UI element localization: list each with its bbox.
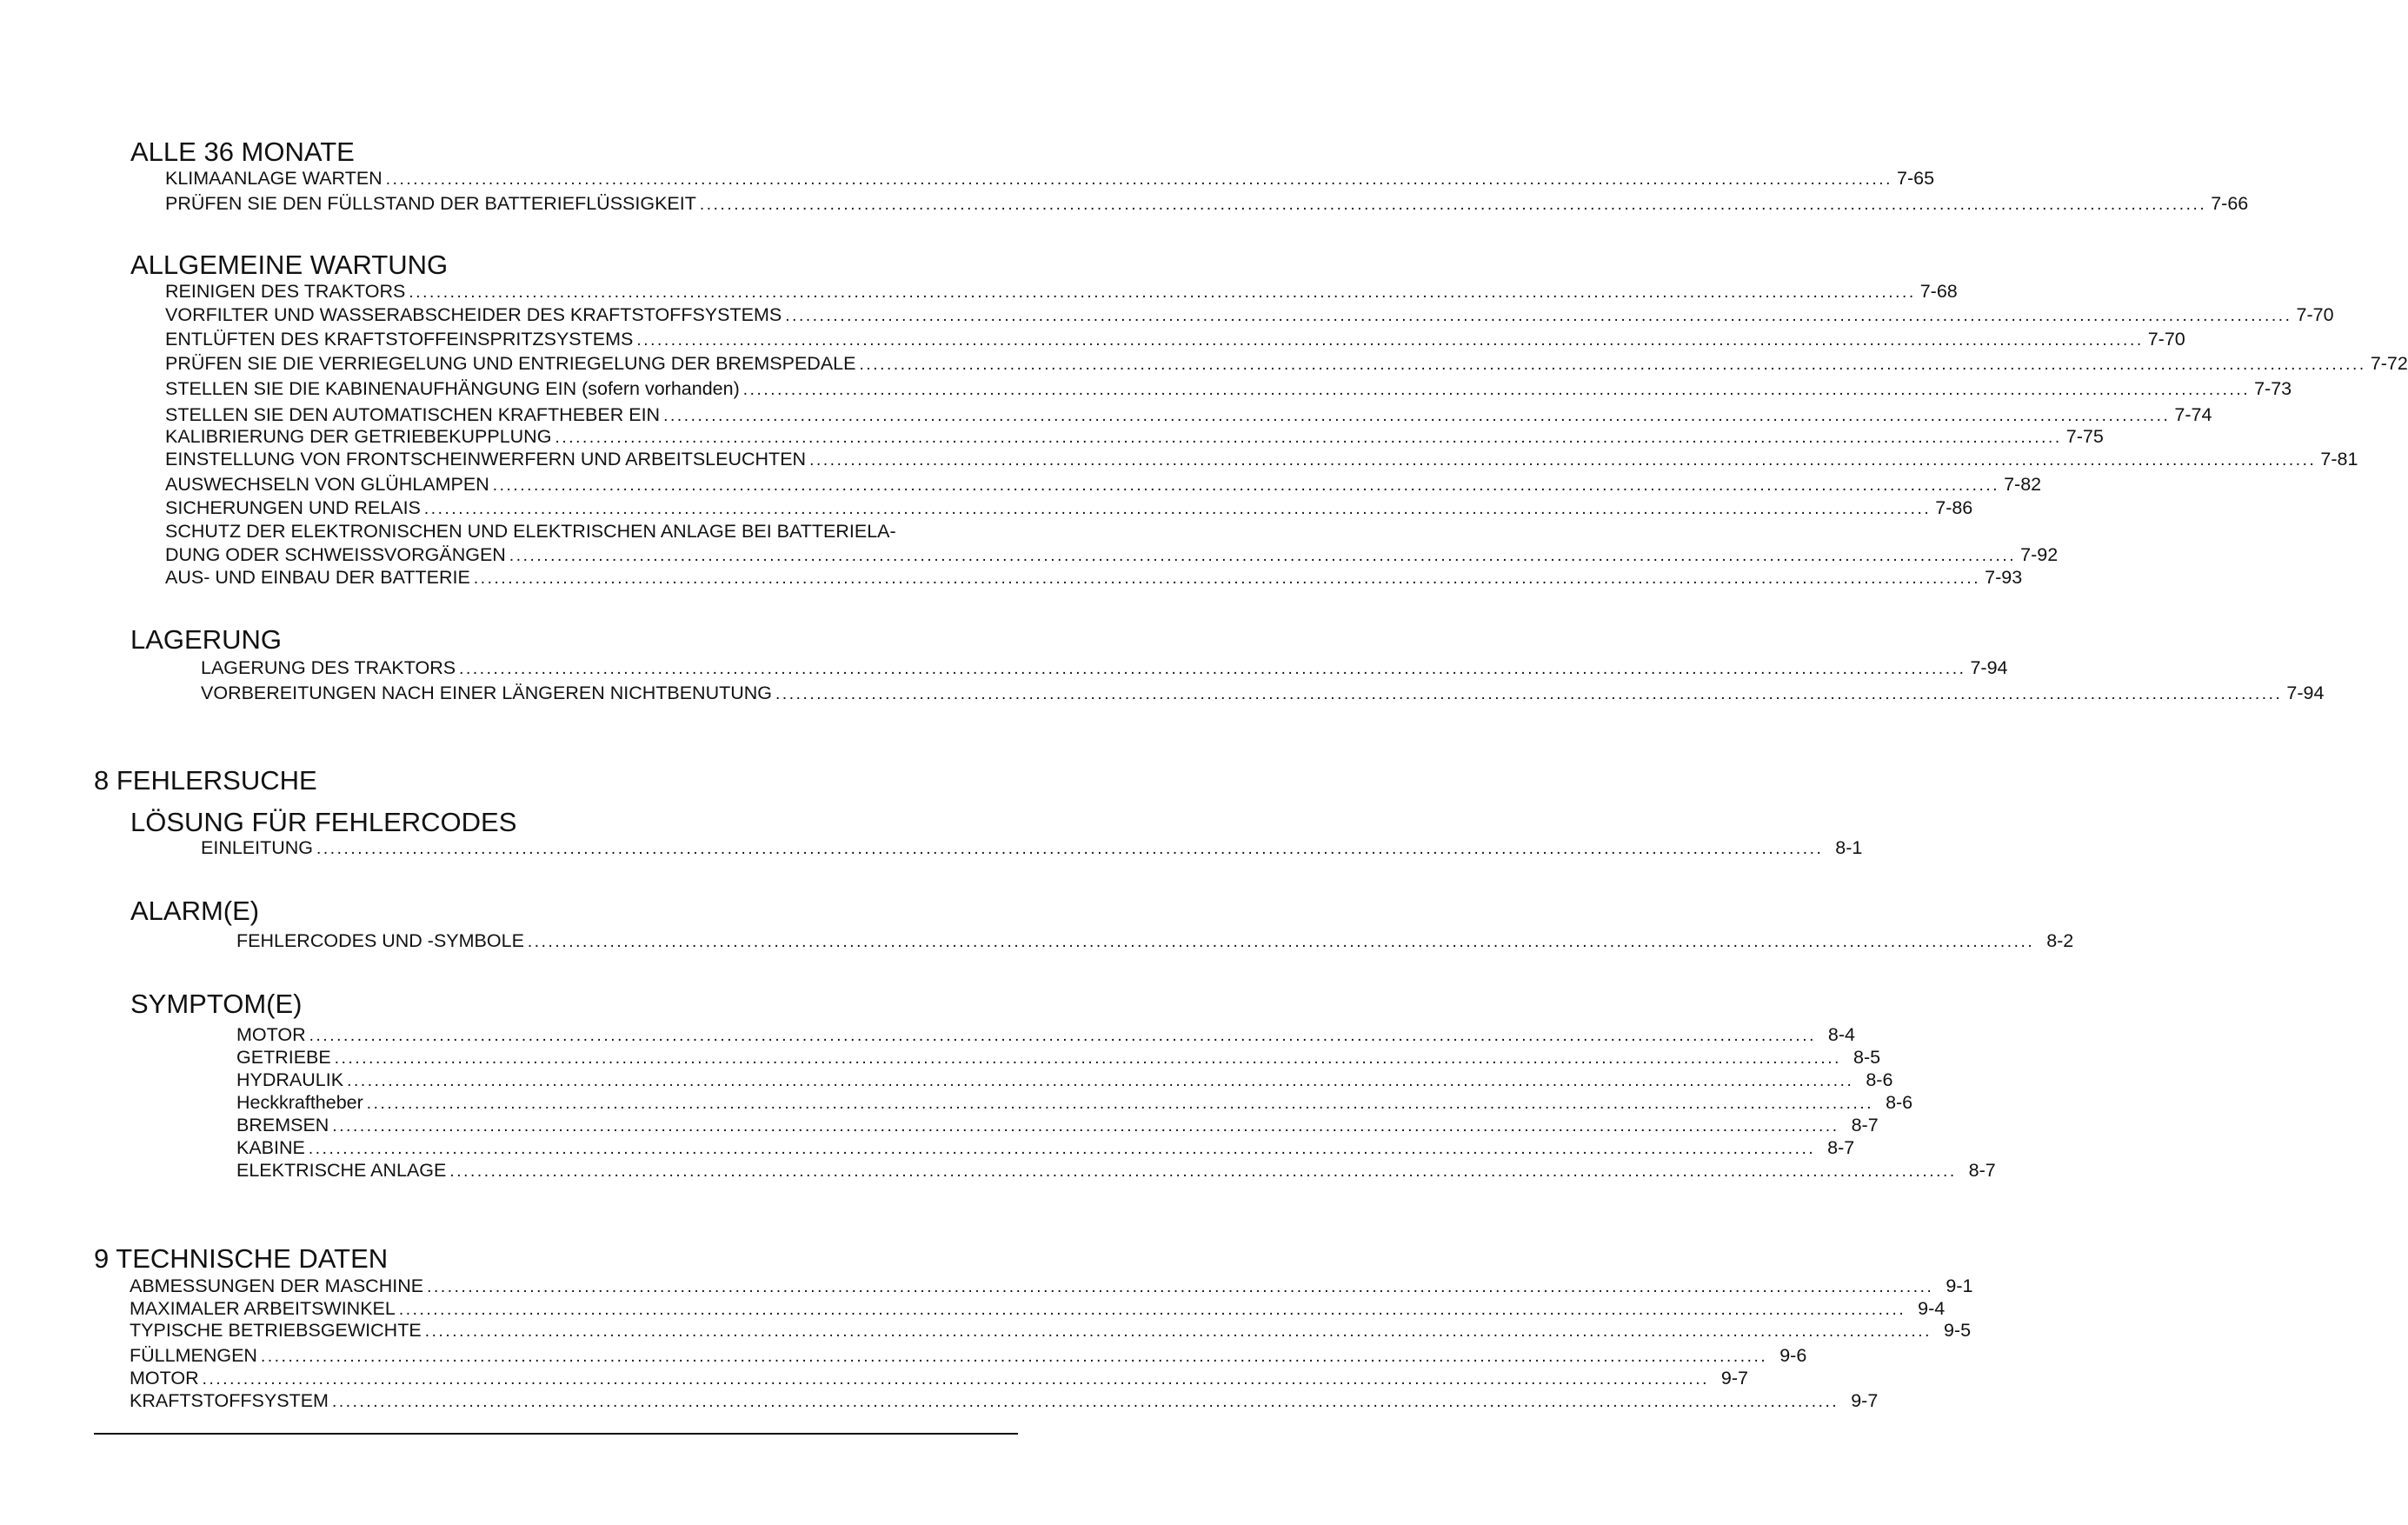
- toc-entry[interactable]: [236, 1091, 1913, 1115]
- section-heading-loesung-fuer-fehlercodes: LÖSUNG FÜR FEHLERCODES: [130, 807, 517, 837]
- toc-entry[interactable]: [165, 425, 2104, 450]
- toc-entry[interactable]: [130, 1367, 1748, 1391]
- toc-entry-title: EINSTELLUNG VON FRONTSCHEINWERFERN UND ARBEITSLEUCHTEN: [165, 449, 807, 469]
- toc-entry[interactable]: [201, 682, 2325, 706]
- toc-entry-page: 8-7: [1851, 1115, 1879, 1135]
- dot-leader: ............................................................................................................................................................................................................................: [202, 1370, 1709, 1388]
- toc-entry-page: 8-7: [1968, 1160, 1996, 1181]
- toc-entry[interactable]: [165, 280, 1958, 304]
- toc-entry-title: MOTOR: [236, 1024, 306, 1045]
- dot-leader: ............................................................................................................................................................................................................................: [332, 1117, 1839, 1135]
- toc-entry-title: Heckkraftheber: [236, 1092, 363, 1113]
- dot-leader: ............................................................................................................................................................................................................................: [398, 1301, 1906, 1319]
- toc-entry-page: 8-1: [1835, 837, 1863, 858]
- dot-leader: ............................................................................................................................................................................................................................: [742, 381, 2251, 399]
- dot-leader: ............................................................................................................................................................................................................................: [699, 196, 2207, 214]
- toc-entry-page: 8-6: [1886, 1092, 1913, 1113]
- section-heading-alarme: ALARM(E): [130, 896, 260, 926]
- toc-entry-title: LAGERUNG DES TRAKTORS: [201, 657, 456, 678]
- toc-entry-title: PRÜFEN SIE DIE VERRIEGELUNG UND ENTRIEGELUNG DER BREMSPEDALE: [165, 353, 856, 374]
- dot-leader: ............................................................................................................................................................................................................................: [459, 660, 1966, 678]
- toc-entry-title: KLIMAANLAGE WARTEN: [165, 168, 382, 189]
- toc-entry-page: 7-72: [2370, 353, 2408, 374]
- dot-leader: ............................................................................................................................................................................................................................: [473, 569, 1981, 588]
- dot-leader: ............................................................................................................................................................................................................................: [785, 307, 2292, 325]
- toc-entry[interactable]: [130, 1275, 1973, 1299]
- toc-entry[interactable]: [130, 1344, 1807, 1369]
- dot-leader: ............................................................................................................................................................................................................................: [555, 429, 2062, 447]
- toc-entry-page: 8-2: [2046, 930, 2074, 951]
- toc-entry-title: ENTLÜFTEN DES KRAFTSTOFFEINSPRITZSYSTEMS: [165, 329, 634, 350]
- toc-entry-page: 7-75: [2065, 426, 2104, 447]
- toc-entry[interactable]: [165, 473, 2042, 497]
- toc-entry[interactable]: [236, 929, 2074, 954]
- dot-leader: ............................................................................................................................................................................................................................: [809, 451, 2317, 469]
- toc-entry-page: 9-6: [1779, 1345, 1807, 1366]
- dot-leader: ............................................................................................................................................................................................................................: [527, 933, 2035, 951]
- section-heading-allgemeine-wartung: ALLGEMEINE WARTUNG: [130, 250, 449, 280]
- toc-entry-page: 8-5: [1853, 1047, 1881, 1068]
- toc-entry-page: 7-86: [1935, 497, 1973, 518]
- toc-entry[interactable]: [236, 1136, 1855, 1161]
- toc-entry-title: KALIBRIERUNG DER GETRIEBEKUPPLUNG: [165, 426, 552, 447]
- toc-entry[interactable]: [236, 1023, 1855, 1048]
- toc-entry[interactable]: [165, 566, 2023, 590]
- dot-leader: ............................................................................................................................................................................................................................: [366, 1095, 1874, 1113]
- toc-entry[interactable]: [165, 377, 2292, 402]
- toc-entry-title: AUS- UND EINBAU DER BATTERIE: [165, 567, 470, 588]
- toc-entry-title: EINLEITUNG: [201, 837, 314, 858]
- section-heading-symptome: SYMPTOM(E): [130, 989, 303, 1019]
- toc-entry-page: 7-93: [1985, 567, 2023, 588]
- toc-entry-title: FÜLLMENGEN: [130, 1345, 257, 1366]
- toc-entry-page: 9-1: [1946, 1275, 1973, 1296]
- toc-entry-page: 7-70: [2296, 304, 2334, 325]
- toc-entry-page: 7-82: [2004, 474, 2042, 495]
- dot-leader: ............................................................................................................................................................................................................................: [663, 407, 2171, 425]
- toc-entry-page: 7-92: [2020, 544, 2059, 565]
- toc-entry-title: REINIGEN DES TRAKTORS: [165, 281, 406, 302]
- toc-entry-page: 7-81: [2320, 449, 2358, 469]
- toc-entry-page: 8-7: [1827, 1137, 1855, 1158]
- toc-entry-title: ELEKTRISCHE ANLAGE: [236, 1160, 447, 1181]
- toc-entry-title: MOTOR: [130, 1368, 199, 1388]
- toc-entry-page: 9-7: [1720, 1368, 1748, 1388]
- toc-entry-title: BREMSEN: [236, 1115, 329, 1135]
- toc-entry-title-line1[interactable]: SCHUTZ DER ELEKTRONISCHEN UND ELEKTRISCHEN ANLAGE BEI BATTERIELA-: [165, 521, 896, 542]
- toc-entry[interactable]: [236, 1046, 1881, 1070]
- toc-entry-page: 8-6: [1866, 1069, 1893, 1090]
- dot-leader: ............................................................................................................................................................................................................................: [316, 840, 1824, 858]
- toc-entry[interactable]: [165, 403, 2212, 428]
- toc-entry-title: GETRIEBE: [236, 1047, 331, 1068]
- dot-leader: ............................................................................................................................................................................................................................: [449, 1162, 1957, 1181]
- dot-leader: ............................................................................................................................................................................................................................: [859, 356, 2366, 374]
- toc-entry-title: DUNG ODER SCHWEISSVORGÄNGEN: [165, 544, 506, 565]
- toc-entry-page: 9-7: [1851, 1390, 1879, 1411]
- toc-entry[interactable]: [165, 352, 2408, 376]
- toc-entry[interactable]: [165, 303, 2334, 328]
- toc-entry-page: 7-65: [1897, 168, 1935, 189]
- toc-entry-title: PRÜFEN SIE DEN FÜLLSTAND DER BATTERIEFLÜSSIGKEIT: [165, 193, 696, 214]
- toc-entry[interactable]: [201, 836, 1863, 861]
- toc-entry-title: HYDRAULIK: [236, 1069, 344, 1090]
- toc-entry-title: ABMESSUNGEN DER MASCHINE: [130, 1275, 424, 1296]
- dot-leader: ............................................................................................................................................................................................................................: [409, 283, 1916, 302]
- toc-entry[interactable]: [201, 656, 2008, 681]
- toc-entry-title: VORFILTER UND WASSERABSCHEIDER DES KRAFTSTOFFSYSTEMS: [165, 304, 782, 325]
- toc-entry-page: 7-94: [2286, 683, 2325, 703]
- toc-entry-page: 7-70: [2147, 329, 2185, 350]
- dot-leader: ............................................................................................................................................................................................................................: [775, 685, 2283, 703]
- dot-leader: ............................................................................................................................................................................................................................: [347, 1072, 1854, 1090]
- bottom-rule: [94, 1433, 1018, 1435]
- toc-entry[interactable]: [165, 167, 1935, 191]
- toc-entry-page: 7-68: [1919, 281, 1958, 302]
- toc-entry-title: STELLEN SIE DIE KABINENAUFHÄNGUNG EIN (sofern vorhanden): [165, 378, 740, 399]
- toc-entry-page: 7-74: [2174, 404, 2212, 425]
- toc-entry-title: VORBEREITUNGEN NACH EINER LÄNGEREN NICHTBENUTUNG: [201, 683, 773, 703]
- section-heading-alle-36-monate: ALLE 36 MONATE: [130, 137, 355, 167]
- dot-leader: ............................................................................................................................................................................................................................: [334, 1049, 1842, 1068]
- toc-entry-title: SICHERUNGEN UND RELAIS: [165, 497, 421, 518]
- toc-entry-page: 7-73: [2254, 378, 2292, 399]
- toc-entry-title: MAXIMALER ARBEITSWINKEL: [130, 1298, 396, 1319]
- toc-entry-title: TYPISCHE BETRIEBSGEWICHTE: [130, 1320, 422, 1341]
- toc-entry[interactable]: [236, 1114, 1879, 1138]
- dot-leader: ............................................................................................................................................................................................................................: [424, 1322, 1932, 1341]
- toc-entry-page: 8-4: [1827, 1024, 1855, 1045]
- dot-leader: ............................................................................................................................................................................................................................: [309, 1027, 1816, 1045]
- dot-leader: ............................................................................................................................................................................................................................: [636, 331, 2144, 350]
- toc-entry[interactable]: [236, 1069, 1893, 1093]
- dot-leader: ............................................................................................................................................................................................................................: [260, 1348, 1768, 1366]
- dot-leader: ............................................................................................................................................................................................................................: [427, 1278, 1934, 1296]
- toc-entry-page: 9-5: [1943, 1320, 1972, 1341]
- toc-entry[interactable]: [165, 328, 2185, 352]
- dot-leader: ............................................................................................................................................................................................................................: [423, 500, 1932, 518]
- toc-entry[interactable]: [165, 496, 1973, 521]
- toc-entry-title: KABINE: [236, 1137, 305, 1158]
- toc-entry-title: AUSWECHSELN VON GLÜHLAMPEN: [165, 474, 489, 495]
- dot-leader: ............................................................................................................................................................................................................................: [385, 170, 1893, 189]
- toc-entry[interactable]: [130, 1297, 1946, 1322]
- toc-entry[interactable]: [165, 448, 2358, 472]
- section-heading-lagerung: LAGERUNG: [130, 624, 282, 655]
- dot-leader: ............................................................................................................................................................................................................................: [308, 1140, 1816, 1158]
- chapter-heading-8: 8 FEHLERSUCHE: [94, 765, 317, 796]
- toc-entry-title: KRAFTSTOFFSYSTEM: [130, 1390, 329, 1411]
- dot-leader: ............................................................................................................................................................................................................................: [331, 1393, 1839, 1411]
- toc-entry[interactable]: [130, 1389, 1879, 1414]
- toc-entry[interactable]: [165, 192, 2249, 216]
- toc-entry-page: 9-4: [1918, 1298, 1946, 1319]
- toc-entry[interactable]: [165, 543, 2059, 568]
- toc-entry[interactable]: [130, 1319, 1972, 1343]
- toc-entry-title: STELLEN SIE DEN AUTOMATISCHEN KRAFTHEBER EIN: [165, 404, 661, 425]
- toc-entry-page: 7-66: [2211, 193, 2249, 214]
- toc-entry-title: FEHLERCODES UND -SYMBOLE: [236, 930, 524, 951]
- dot-leader: ............................................................................................................................................................................................................................: [509, 547, 2017, 565]
- toc-entry[interactable]: [236, 1159, 1996, 1183]
- dot-leader: ............................................................................................................................................................................................................................: [492, 476, 2000, 495]
- chapter-heading-9: 9 TECHNISCHE DATEN: [94, 1243, 389, 1274]
- toc-entry-page: 7-94: [1970, 657, 2008, 678]
